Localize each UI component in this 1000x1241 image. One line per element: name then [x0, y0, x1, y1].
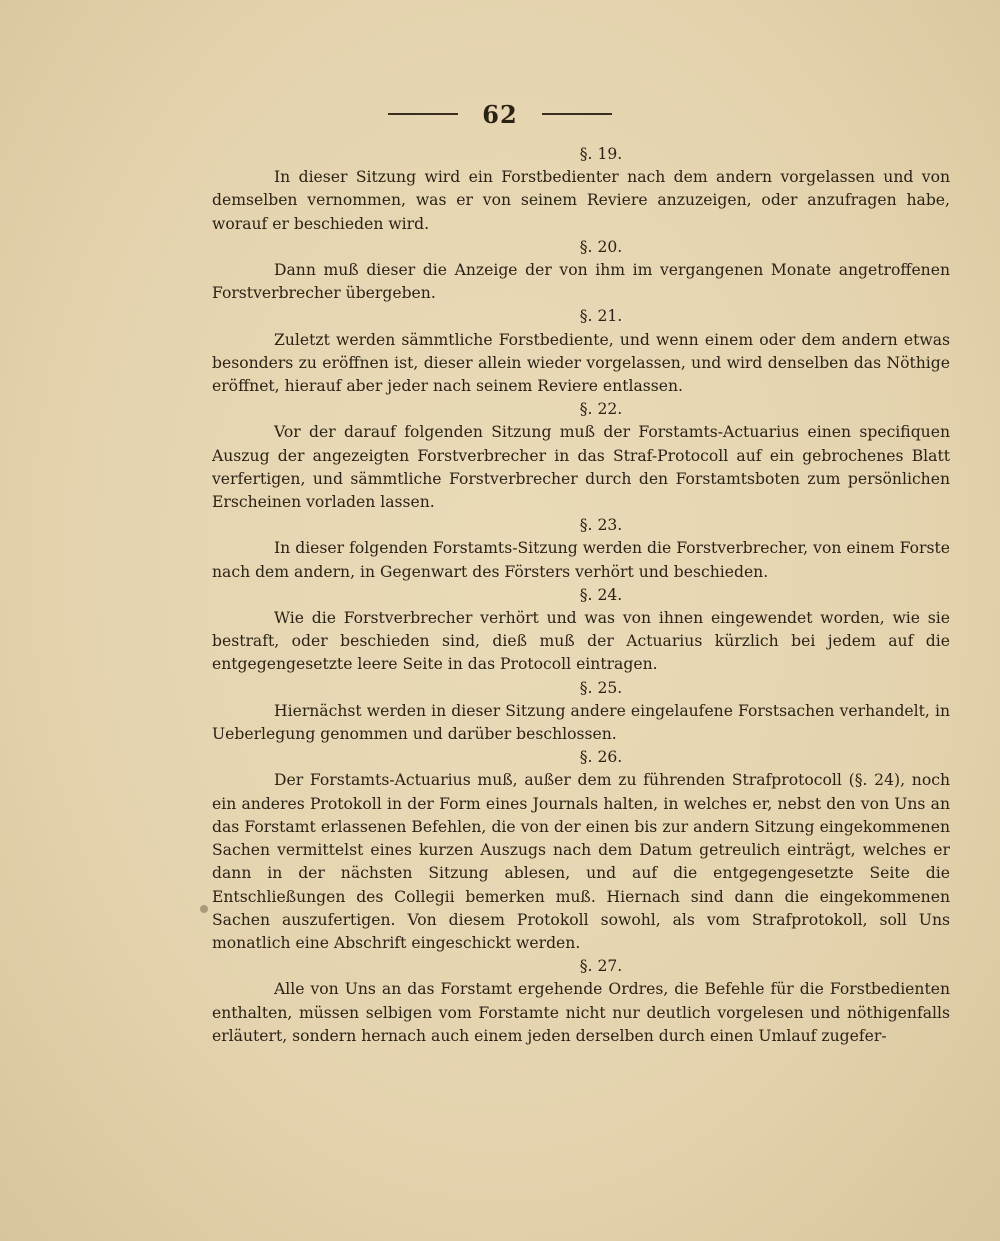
- body-text: [212, 143, 950, 1048]
- header-rule-left: [388, 113, 458, 115]
- section-mark: §. 27.: [579, 957, 623, 976]
- section-mark: §. 24.: [579, 585, 623, 604]
- section-paragraph: In dieser Sitzung wird ein Forstbedienter nach dem andern vorgelassen und von demselben vernommen, was er von seinem Reviere anzuzeigen, oder anzufragen habe, worauf er beschieden wird.: [212, 168, 950, 233]
- page-header: [0, 96, 1000, 132]
- section-paragraph: Alle von Uns an das Forstamt ergehende Ordres, die Befehle für die Forstbedienten enthalten, müssen selbigen vom Forstamte nicht nur deutlich vorgelesen und nöthigenfalls erläutert, sondern hernach auch einem jeden derselben durch einen Umlauf zugefer-: [212, 980, 950, 1045]
- section-paragraph: Zuletzt werden sämmtliche Forstbediente, und wenn einem oder dem andern etwas besonders zu eröffnen ist, dieser allein wieder vorgelassen, und wird denselben das Nöthige eröffnet, hierauf aber jeder nach seinem Reviere entlassen.: [212, 330, 950, 396]
- section-mark: §. 23.: [579, 516, 623, 535]
- ink-smudge: [200, 905, 208, 913]
- section-paragraph: Wie die Forstverbrecher verhört und was von ihnen eingewendet worden, wie sie bestraft, oder beschieden sind, dieß muß der Actuarius kürzlich bei jedem auf die entgegengesetzte leere Seite in das Protocoll eintragen.: [212, 609, 950, 674]
- page-number: 62: [482, 99, 518, 129]
- section-paragraph: Vor der darauf folgenden Sitzung muß der Forstamts-Actuarius einen specifiquen Auszug der angezeigten Forstverbrecher in das Straf-Protocoll auf ein gebrochenes Blatt verfertigen, und sämmtliche Forstverbrecher durch den Forstamtsboten zum persönlichen Erscheinen vorladen lassen.: [212, 423, 950, 512]
- section-mark: §. 20.: [579, 237, 623, 256]
- section-paragraph: Der Forstamts-Actuarius muß, außer dem zu führenden Strafprotocoll (§. 24), noch ein anderes Protokoll in der Form eines Journals halten, in welches er, nebst den von Uns an das Forstamt erlassenen Befehlen, die von der einen bis zur andern Sitzung eingekommenen Sachen vermittelst eines kurzen Auszugs nach dem Datum getreulich einträgt, welches er dann in der nächsten Sitzung ablesen, und auf die entgegengesetzte Seite die Entschließungen des Collegii bemerken muß. Hiernach sind dann die eingekommenen Sachen auszufertigen. Von diesem Protokoll sowohl, als vom Strafprotokoll, soll Uns monatlich eine Abschrift eingeschickt werden.: [212, 771, 950, 952]
- header-rule-right: [542, 113, 612, 115]
- section-mark: §. 22.: [579, 400, 623, 419]
- section-mark: §. 19.: [579, 145, 623, 163]
- section-paragraph: Dann muß dieser die Anzeige der von ihm im vergangenen Monate angetroffenen Forstverbrecher übergeben.: [212, 261, 950, 303]
- section-mark: §. 21.: [579, 307, 623, 326]
- section-paragraph: Hiernächst werden in dieser Sitzung andere eingelaufene Forstsachen verhandelt, in Ueberlegung genommen und darüber beschlossen.: [212, 701, 950, 744]
- section-paragraph: In dieser folgenden Forstamts-Sitzung werden die Forstverbrecher, von einem Forste nach dem andern, in Gegenwart des Försters verhört und beschieden.: [212, 539, 950, 581]
- section-mark: §. 26.: [579, 748, 623, 767]
- section-mark: §. 25.: [579, 678, 623, 697]
